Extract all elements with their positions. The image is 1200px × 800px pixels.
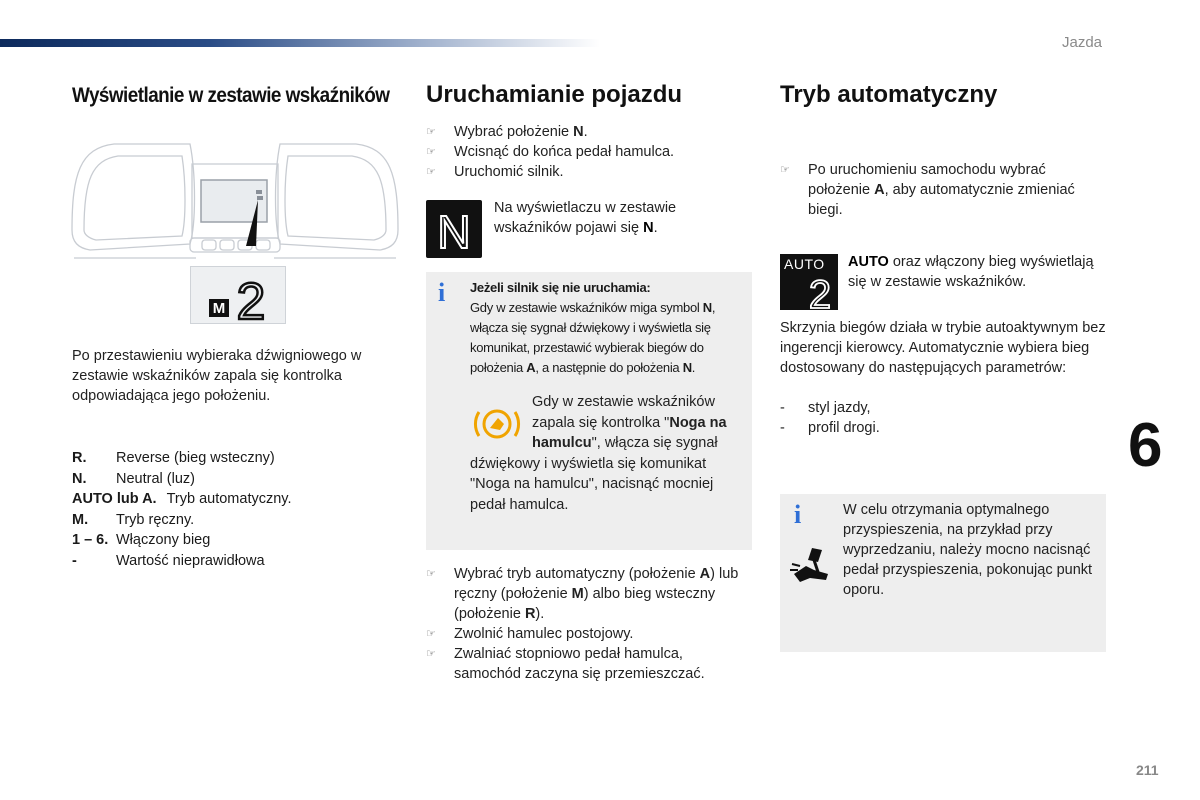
svg-text:2: 2	[808, 273, 832, 310]
info-box-text: Jeżeli silnik się nie uruchamia: Gdy w zestawie wskaźników miga symbol N, włącza się sygnał dźwiękowy i wyświetla się komunikat, przestawić wybierak biegów do położenia A, a następnie do położenia N.	[470, 280, 716, 375]
chapter-number: 6	[1128, 411, 1163, 480]
auto-indicator-text: AUTO oraz włączony bieg wyświetlają się w zestawie wskaźników.	[848, 254, 1094, 290]
info-icon: i	[794, 500, 802, 529]
auto-gear-indicator-icon: AUTO 2	[780, 254, 838, 310]
svg-text:N: N	[437, 206, 471, 258]
list-item: ☞ Zwolnić hamulec postojowy.	[426, 626, 634, 642]
list-item: ☞ Uruchomić silnik.	[426, 164, 564, 180]
accelerator-pedal-icon	[788, 544, 834, 586]
neutral-indicator-text: Na wyświetlaczu w zestawie wskaźników pojawi się N.	[494, 200, 677, 236]
auto-mode-step	[780, 160, 1110, 220]
column3-heading: Tryb automatyczny	[780, 81, 998, 108]
list-item: - profil drogi.	[780, 420, 880, 436]
brake-warning-text: Gdy w zestawie wskaźników zapala się kontrolka "Noga na hamulcu", włącza się sygnał dźwiękowy i wyświetla się komunikat "Noga na hamulcu", nacisnąć mocniej pedał hamulca.	[470, 394, 727, 513]
header-accent-bar	[0, 39, 600, 47]
neutral-indicator-icon	[426, 200, 482, 258]
page-number: 211	[1136, 762, 1159, 778]
start-steps-list	[426, 122, 746, 182]
acceleration-tip-text: W celu otrzymania optymalnego przyspieszenia, na przykład przy wyprzedzaniu, należy mocno nacisnąć pedał przyspieszenia, pokonując punkt oporu.	[843, 502, 1093, 598]
list-item: ☞ Wcisnąć do końca pedał hamulca.	[426, 144, 675, 160]
hand-pointer-icon: ☞	[426, 648, 436, 660]
gear-display-graphic	[191, 267, 287, 325]
list-item: ☞ Wybrać położenie N.	[426, 124, 588, 140]
hand-pointer-icon: ☞	[426, 568, 436, 580]
definition-row: AUTO lub A. Tryb automatyczny.	[72, 491, 292, 507]
column1-heading: Wyświetlanie w zestawie wskaźników	[72, 84, 390, 107]
auto-mode-paragraph: Skrzynia biegów działa w trybie autoaktywnym bez ingerencji kierowcy. Automatycznie wybiera bieg dostosowany do następujących parametrów:	[780, 320, 1106, 376]
column2-heading: Uruchamianie pojazdu	[426, 81, 683, 108]
parameters-list	[780, 398, 1080, 438]
definition-row: 1 – 6. Włączony bieg	[72, 532, 211, 548]
list-item: ☞ Wybrać tryb automatyczny (położenie A) lub ręczny (położenie M) albo bieg wsteczny (położenie R).	[426, 566, 739, 622]
gear-definitions-list	[72, 448, 402, 571]
hand-pointer-icon: ☞	[426, 628, 436, 640]
definition-row: - Wartość nieprawidłowa	[72, 552, 265, 569]
list-item: ☞ Zwalniać stopniowo pedał hamulca, samochód zaczyna się przemieszczać.	[426, 646, 705, 682]
gear-display-closeup	[190, 266, 286, 324]
info-box-acceleration	[780, 494, 1106, 652]
definition-row: M. Tryb ręczny.	[72, 511, 195, 528]
gear-digit: 2	[236, 273, 266, 325]
section-title: Jazda	[1062, 34, 1103, 51]
column1-description: Po przestawieniu wybieraka dźwigniowego w zestawie wskaźników zapala się kontrolka odpowiadająca jego położeniu.	[72, 348, 362, 404]
hand-pointer-icon: ☞	[426, 146, 436, 158]
list-item: - styl jazdy,	[780, 400, 871, 416]
info-icon: i	[438, 278, 446, 307]
instrument-cluster-illustration	[70, 134, 400, 264]
drive-steps-list	[426, 564, 746, 684]
list-item: ☞ Po uruchomieniu samochodu wybrać położenie A, aby automatycznie zmieniać biegi.	[780, 162, 1075, 218]
hand-pointer-icon: ☞	[426, 126, 436, 138]
hand-pointer-icon: ☞	[426, 166, 436, 178]
hand-pointer-icon: ☞	[780, 164, 790, 176]
definition-row: R. Reverse (bieg wsteczny)	[72, 450, 275, 466]
info-box-engine-not-starting	[426, 272, 752, 550]
definition-row: N. Neutral (luz)	[72, 470, 195, 487]
gear-letter: M	[212, 300, 226, 317]
